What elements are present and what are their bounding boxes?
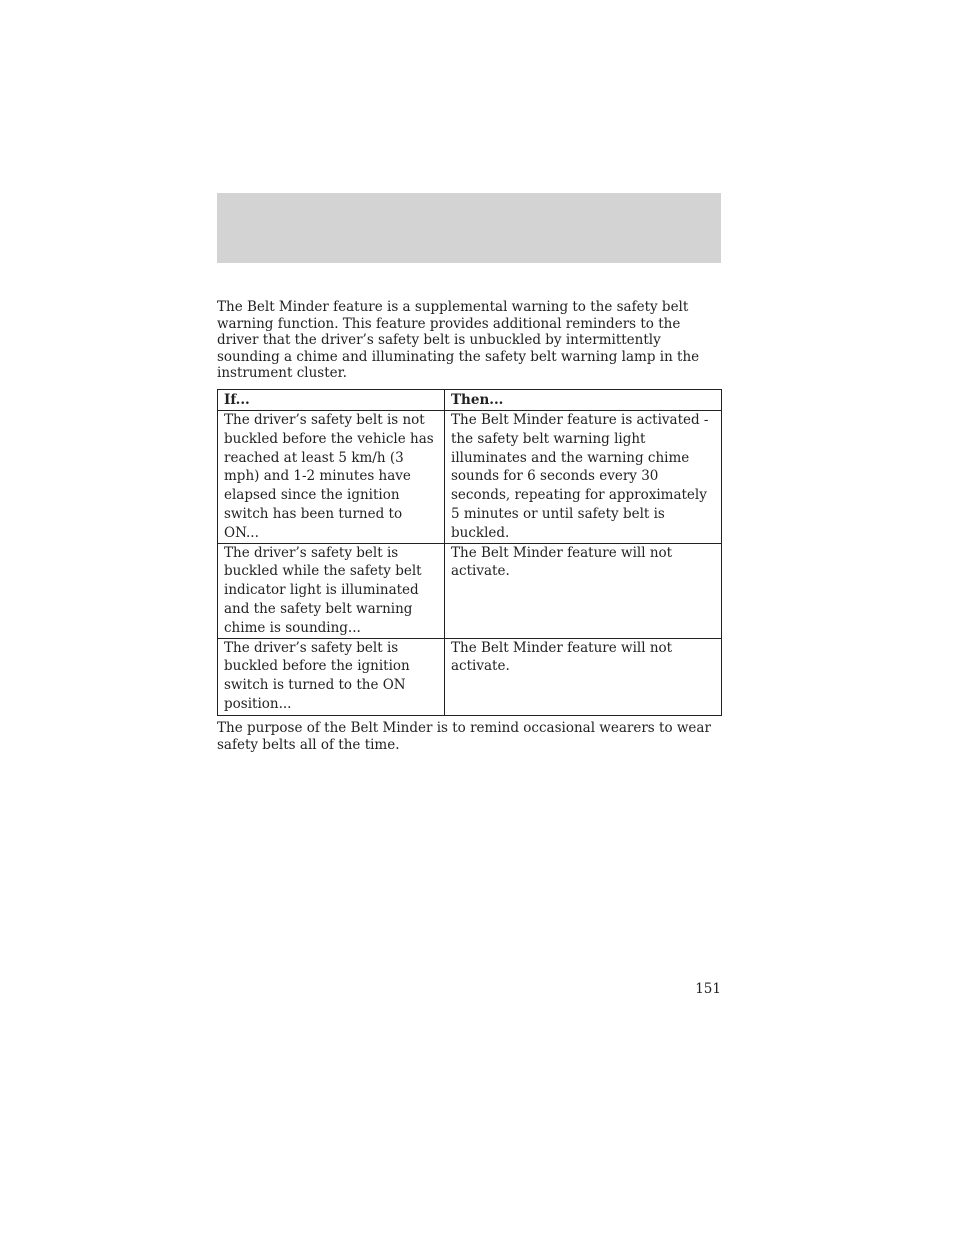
column-header-then: Then... bbox=[445, 390, 722, 411]
table-row bbox=[218, 543, 722, 638]
table-header-row bbox=[218, 390, 722, 411]
result-cell: The Belt Minder feature is activated - the safety belt warning light illuminates and the warning chime sounds for 6 seconds every 30 seconds, repeating for approximately 5 minutes or until safety belt is buckled. bbox=[445, 411, 722, 544]
column-header-if: If... bbox=[218, 390, 445, 411]
closing-paragraph: The purpose of the Belt Minder is to remind occasional wearers to wear safety belts all of the time. bbox=[217, 720, 711, 753]
condition-cell: The driver’s safety belt is buckled while the safety belt indicator light is illuminated and the safety belt warning chime is sounding... bbox=[218, 543, 445, 638]
table-row bbox=[218, 638, 722, 715]
intro-paragraph: The Belt Minder feature is a supplemental warning to the safety belt warning function. This feature provides additional reminders to the driver that the driver’s safety belt is unbuckled by intermittently sounding a chime and illuminating the safety belt warning lamp in the instrument cluster. bbox=[217, 299, 700, 381]
result-cell: The Belt Minder feature will not activate. bbox=[445, 638, 722, 715]
table-row bbox=[218, 411, 722, 544]
result-cell: The Belt Minder feature will not activate. bbox=[445, 543, 722, 638]
page-number: 151 bbox=[695, 981, 721, 997]
condition-cell: The driver’s safety belt is buckled before the ignition switch is turned to the ON position... bbox=[218, 638, 445, 715]
condition-cell: The driver’s safety belt is not buckled before the vehicle has reached at least 5 km/h (3 mph) and 1-2 minutes have elapsed since the ignition switch has been turned to ON... bbox=[218, 411, 445, 544]
belt-minder-table bbox=[217, 389, 722, 716]
section-header-band bbox=[217, 193, 721, 263]
